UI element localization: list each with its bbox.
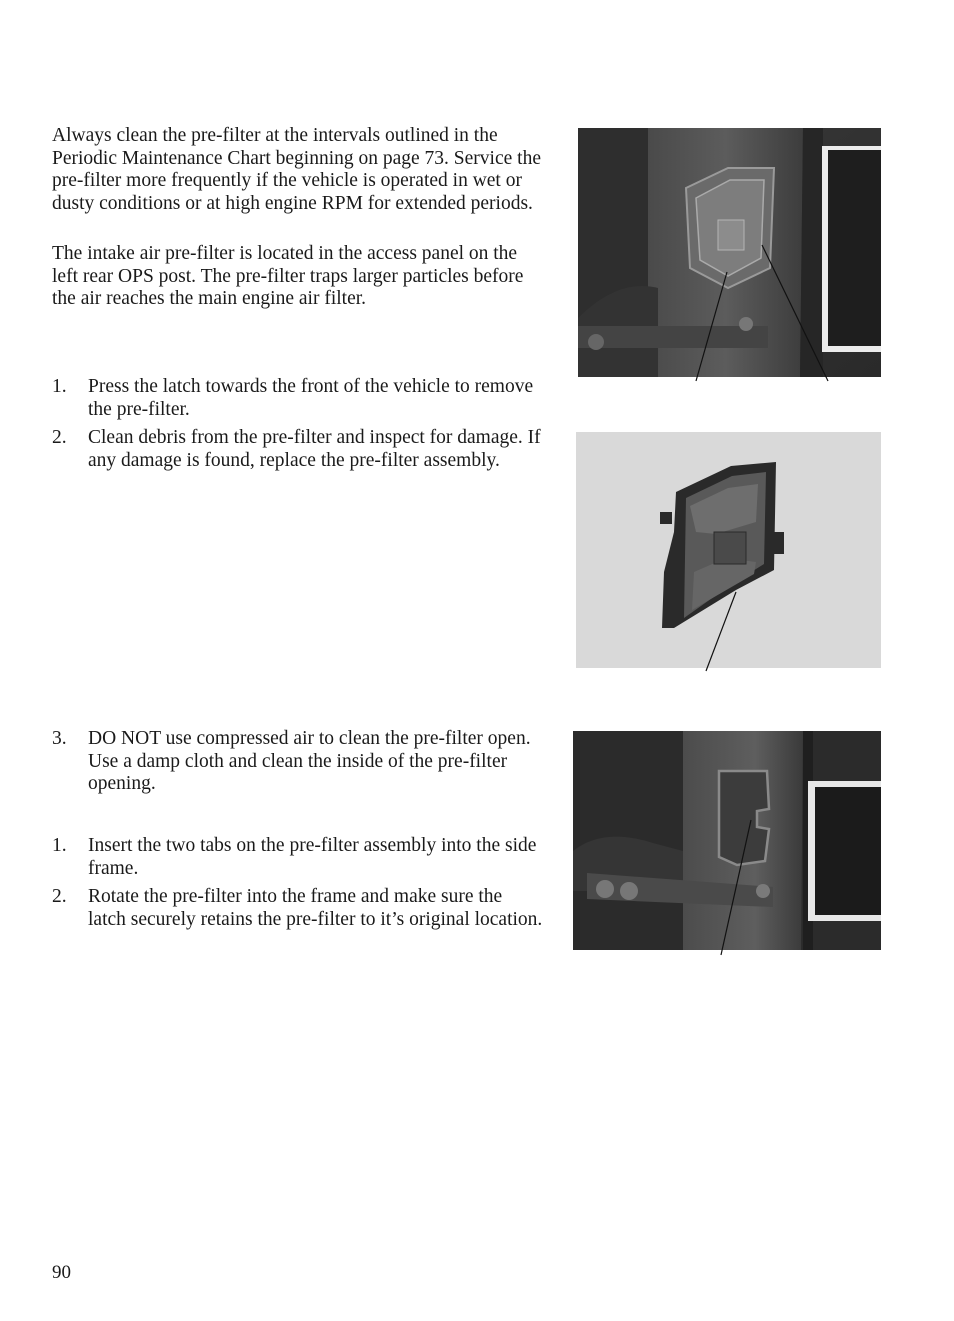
removal-step-2	[52, 427, 544, 472]
install-step-2	[52, 886, 544, 931]
step-text: Press the latch towards the front of the vehicle to remove the pre-filter.	[88, 376, 534, 420]
removal-step-3	[52, 728, 544, 796]
step-number: 1.	[52, 376, 67, 397]
intro-paragraph: Always clean the pre-filter at the intervals outlined in the Periodic Maintenance Chart beginning on page 73. Service the pre-filter more frequently if the vehicle is operated in wet or dusty conditions or at high engine RPM for extended periods.	[52, 125, 541, 214]
removal-step-1	[52, 376, 544, 421]
location-paragraph: The intake air pre-filter is located in the access panel on the left rear OPS post. The pre-filter traps larger particles before the air reaches the main engine air filter.	[52, 243, 524, 309]
step-text: Clean debris from the pre-filter and inspect for damage. If any damage is found, replace the pre-filter assembly.	[88, 427, 541, 471]
step-number: 2.	[52, 427, 67, 448]
photo-prefilter-opening	[573, 731, 881, 950]
step-number: 3.	[52, 728, 67, 749]
page-number: 90	[52, 1262, 71, 1283]
photo-prefilter-removed	[576, 432, 881, 668]
photo-prefilter-installed	[578, 128, 881, 377]
step-text: Rotate the pre-filter into the frame and make sure the latch securely retains the pre-filter to it’s original location.	[88, 886, 543, 930]
install-step-1	[52, 835, 544, 880]
step-number: 2.	[52, 886, 67, 907]
step-text: DO NOT use compressed air to clean the pre-filter open. Use a damp cloth and clean the inside of the pre-filter opening.	[88, 728, 531, 794]
step-number: 1.	[52, 835, 67, 856]
step-text: Insert the two tabs on the pre-filter assembly into the side frame.	[88, 835, 537, 879]
